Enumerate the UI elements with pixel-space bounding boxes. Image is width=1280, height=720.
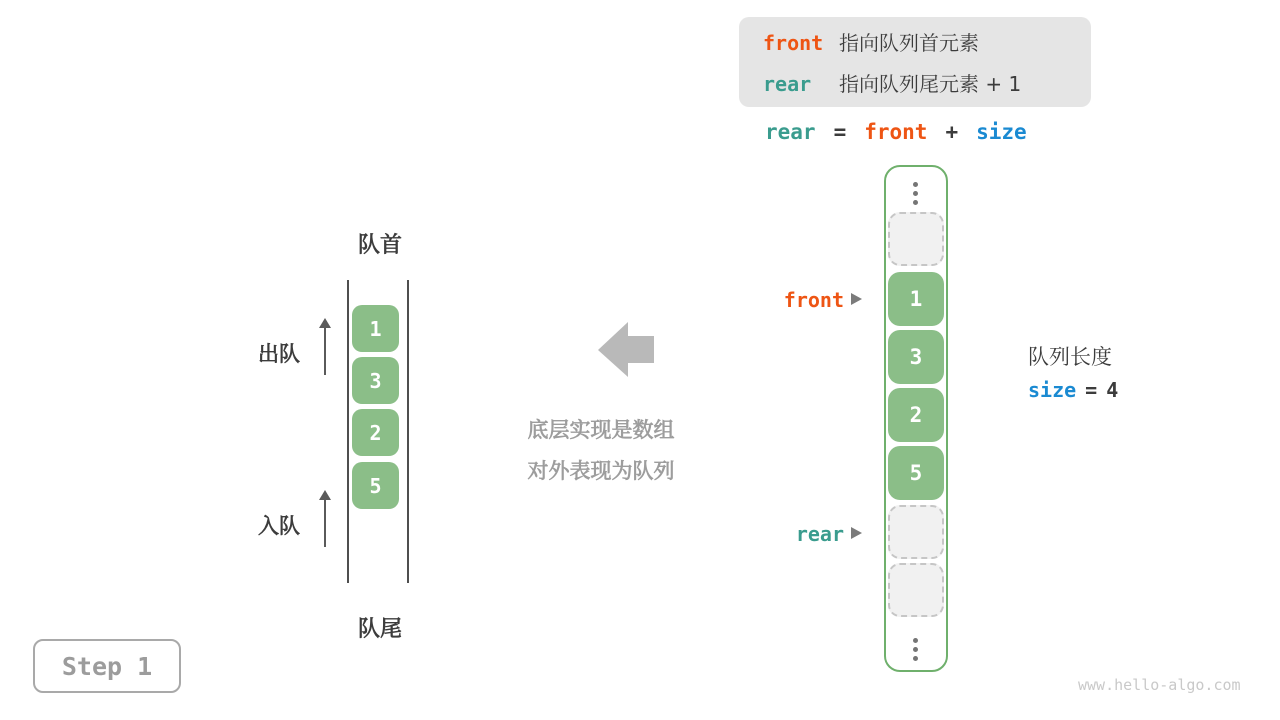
front-variable: front bbox=[763, 31, 824, 55]
note-line-2: 对外表现为队列 bbox=[527, 459, 675, 483]
queue-cell: 5 bbox=[352, 462, 399, 509]
array-empty-cell bbox=[888, 563, 944, 617]
queue-cell: 2 bbox=[352, 409, 399, 456]
watermark: www.hello-algo.com bbox=[1078, 676, 1241, 694]
array-cell: 5 bbox=[888, 446, 944, 500]
size-equation bbox=[1028, 378, 1118, 402]
implementation-note bbox=[511, 410, 691, 492]
ellipsis-bottom-icon bbox=[913, 638, 918, 661]
formula-rear: rear bbox=[765, 120, 816, 144]
front-pointer-arrow-icon bbox=[851, 293, 862, 305]
formula-front: front bbox=[864, 120, 928, 144]
queue-wall-left bbox=[347, 280, 349, 583]
note-line-1: 底层实现是数组 bbox=[527, 418, 675, 442]
size-variable: size bbox=[1028, 378, 1077, 402]
queue-wall-right bbox=[407, 280, 409, 583]
legend-rear-line bbox=[763, 68, 1091, 97]
queue-tail-label: 队尾 bbox=[357, 617, 402, 642]
step-label: Step 1 bbox=[61, 651, 153, 681]
size-equals: = bbox=[1085, 378, 1098, 402]
queue-head-label: 队首 bbox=[357, 233, 402, 258]
ellipsis-top-icon bbox=[913, 182, 918, 205]
block-arrow-tail bbox=[626, 336, 654, 363]
step-indicator bbox=[33, 639, 181, 693]
queue-cell: 1 bbox=[352, 305, 399, 352]
enqueue-arrow-line bbox=[324, 499, 326, 547]
formula-plus: + bbox=[945, 120, 959, 144]
rear-pointer-label: rear bbox=[795, 522, 844, 546]
array-empty-cell bbox=[888, 505, 944, 559]
block-arrow-head bbox=[598, 322, 628, 377]
array-cell: 1 bbox=[888, 272, 944, 326]
front-pointer-label: front bbox=[783, 288, 844, 312]
rear-pointer-arrow-icon bbox=[851, 527, 862, 539]
front-description: 指向队列首元素 bbox=[839, 31, 979, 55]
rear-variable: rear bbox=[763, 72, 812, 96]
size-value: 4 bbox=[1106, 378, 1119, 402]
formula-size: size bbox=[976, 120, 1027, 144]
left-block-arrow-icon bbox=[598, 322, 654, 377]
array-cell: 3 bbox=[888, 330, 944, 384]
queue-cell: 3 bbox=[352, 357, 399, 404]
dequeue-arrow-line bbox=[324, 327, 326, 375]
rear-formula bbox=[765, 120, 1027, 144]
enqueue-label: 入队 bbox=[258, 514, 300, 538]
dequeue-label: 出队 bbox=[258, 342, 300, 366]
legend-front-line bbox=[763, 27, 1091, 56]
array-cell: 2 bbox=[888, 388, 944, 442]
array-empty-cell bbox=[888, 212, 944, 266]
rear-description: 指向队列尾元素 + 1 bbox=[839, 72, 1022, 96]
formula-equals: = bbox=[833, 120, 847, 144]
queue-length-label: 队列长度 bbox=[1028, 345, 1112, 369]
pointer-legend-box bbox=[739, 17, 1091, 107]
